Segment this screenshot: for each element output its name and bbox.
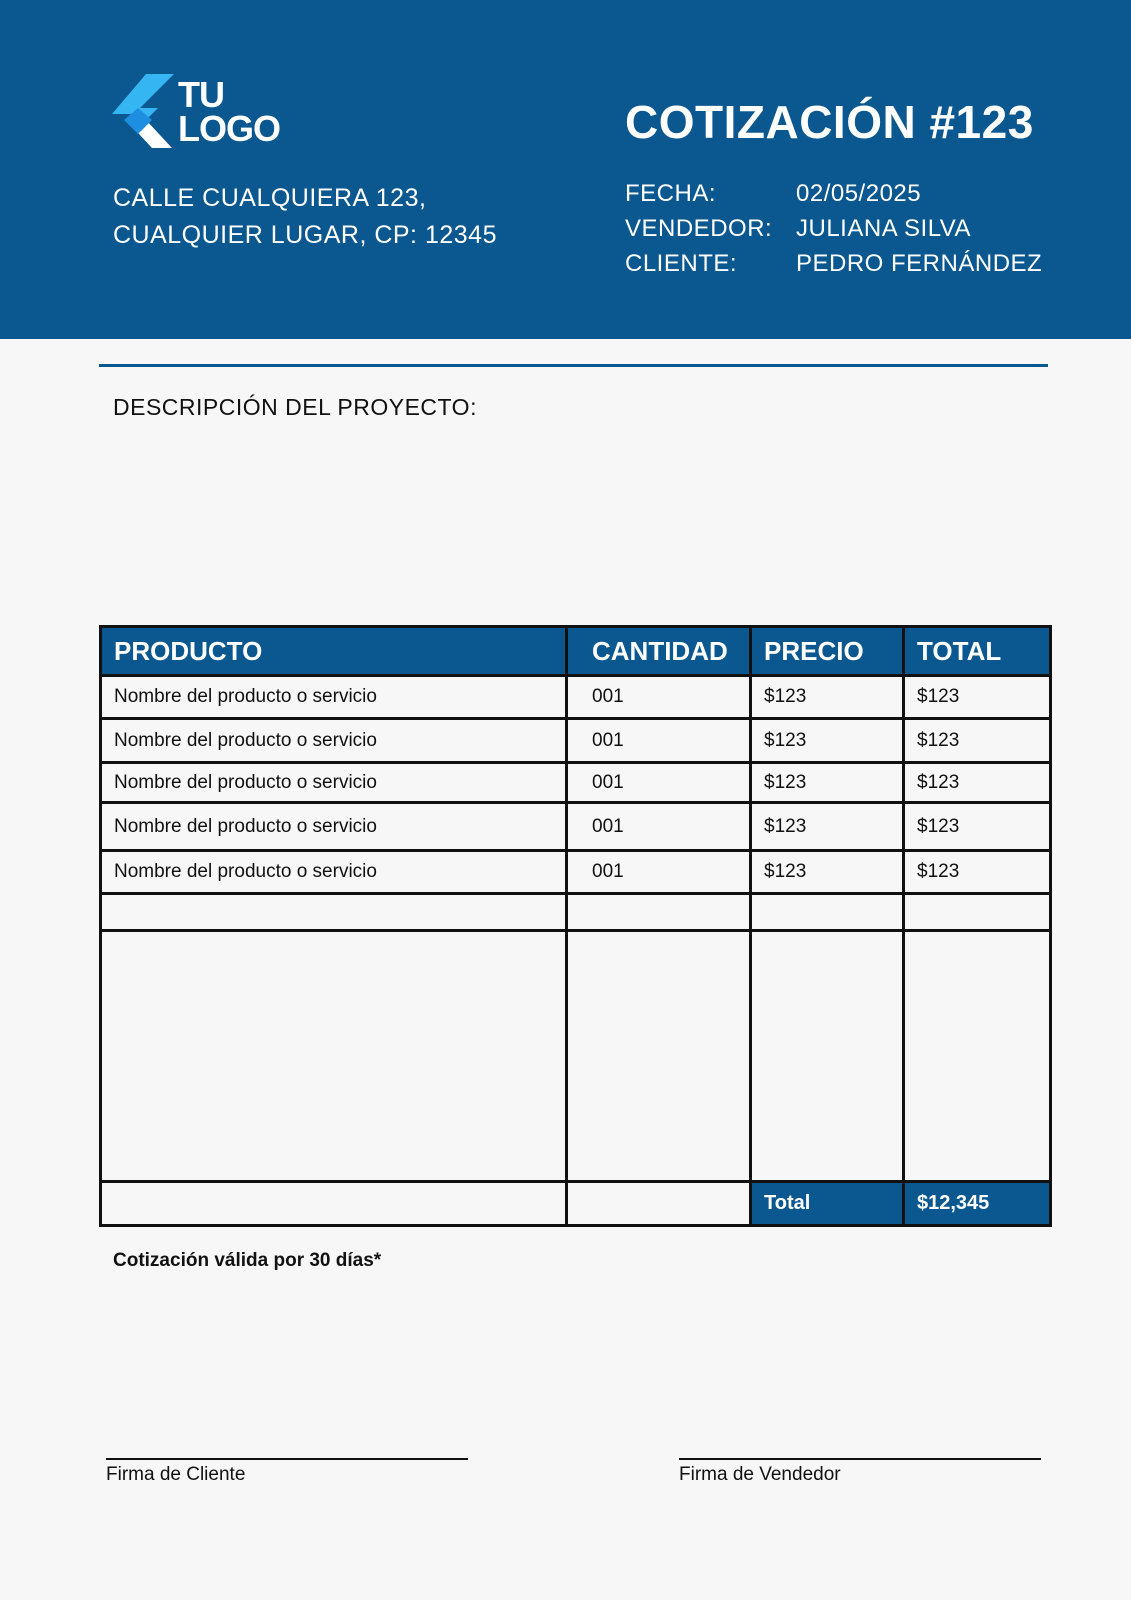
table-row (101, 719, 1051, 763)
vendor-signature-line: Firma de Vendedor (679, 1458, 1041, 1486)
cell-quantity: 001 (567, 851, 751, 894)
logo-text: TU LOGO (178, 74, 280, 149)
header-price: PRECIO (751, 627, 904, 676)
seller-value: JULIANA SILVA (796, 215, 972, 242)
cell-price: $123 (751, 676, 904, 719)
cell-product: Nombre del producto o servicio (101, 803, 567, 851)
client-signature-line: Firma de Cliente (106, 1458, 468, 1486)
cell-total: $123 (904, 763, 1051, 803)
cell-price: $123 (751, 719, 904, 763)
logo-mark-icon (112, 74, 174, 150)
cell-product: Nombre del producto o servicio (101, 719, 567, 763)
address-line-1: CALLE CUALQUIERA 123, (113, 184, 427, 212)
cell-total: $123 (904, 719, 1051, 763)
validity-note: Cotización válida por 30 días* (113, 1250, 382, 1271)
header-quantity: CANTIDAD (567, 627, 751, 676)
table-row (101, 676, 1051, 719)
cell-product: Nombre del producto o servicio (101, 763, 567, 803)
total-value: $12,345 (904, 1182, 1051, 1226)
meta-row-client (625, 250, 1042, 285)
table-row (101, 851, 1051, 894)
cell-quantity: 001 (567, 763, 751, 803)
header-total: TOTAL (904, 627, 1051, 676)
table-row (101, 803, 1051, 851)
logo (112, 74, 292, 154)
table-header-row (101, 627, 1051, 676)
date-label: FECHA: (625, 180, 717, 207)
address-line-2: CUALQUIER LUGAR, CP: 12345 (113, 221, 497, 249)
total-label: Total (751, 1182, 904, 1226)
table-row-empty (101, 931, 1051, 1182)
cell-quantity: 001 (567, 676, 751, 719)
header-banner (0, 0, 1131, 339)
cell-price: $123 (751, 803, 904, 851)
cell-total: $123 (904, 851, 1051, 894)
seller-label: VENDEDOR: (625, 215, 773, 242)
company-address (113, 180, 497, 254)
meta-row-seller (625, 215, 1042, 250)
quote-title: COTIZACIÓN #123 (625, 96, 1034, 148)
cell-price: $123 (751, 851, 904, 894)
divider (99, 364, 1048, 367)
cell-product: Nombre del producto o servicio (101, 851, 567, 894)
cell-product: Nombre del producto o servicio (101, 676, 567, 719)
cell-quantity: 001 (567, 719, 751, 763)
cell-quantity: 001 (567, 803, 751, 851)
meta-row-date (625, 180, 1042, 215)
table-total-row (101, 1182, 1051, 1226)
client-value: PEDRO FERNÁNDEZ (796, 250, 1043, 277)
quote-meta (625, 180, 1042, 285)
cell-price: $123 (751, 763, 904, 803)
cell-total: $123 (904, 803, 1051, 851)
items-table (99, 625, 1052, 1227)
date-value: 02/05/2025 (796, 180, 922, 207)
cell-total: $123 (904, 676, 1051, 719)
client-label: CLIENTE: (625, 250, 738, 277)
header-product: PRODUCTO (101, 627, 567, 676)
table-row-empty (101, 894, 1051, 931)
project-description-label: DESCRIPCIÓN DEL PROYECTO: (113, 394, 477, 420)
table-row (101, 763, 1051, 803)
